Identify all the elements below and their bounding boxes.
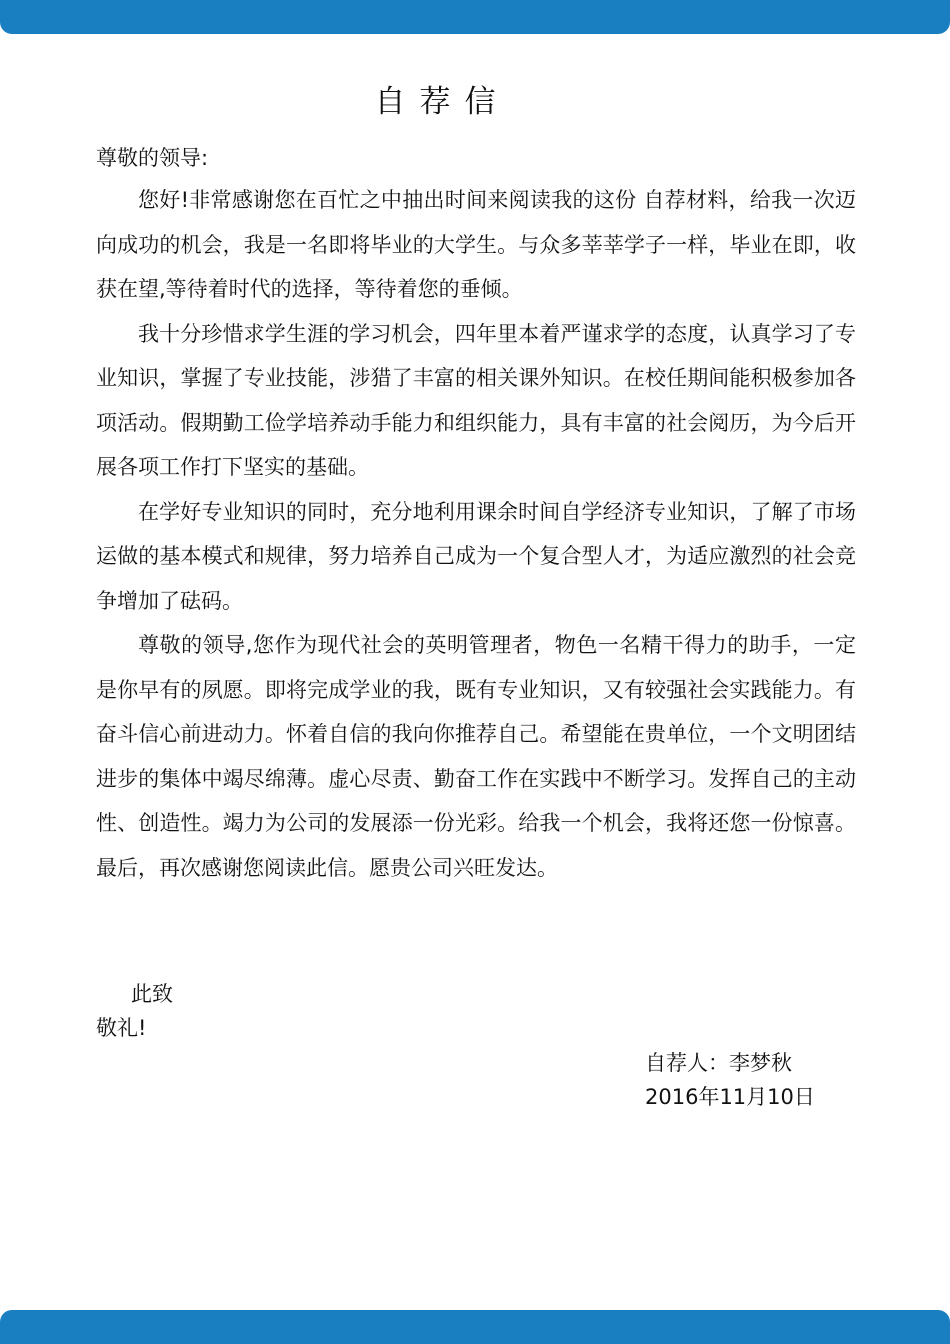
salutation: 尊敬的领导: [96,146,209,170]
top-header-bar [0,0,950,34]
paragraph-3: 在学好专业知识的同时，充分地利用课余时间自学经济专业知识，了解了市场运做的基本模式和规律，努力培养自己成为一个复合型人才，为适应激烈的社会竞争增加了砝码。 [96,499,856,613]
signer-line: 自荐人：李梦秋 [645,1051,792,1075]
date-line: 2016年11月10日 [645,1085,815,1109]
letter-body [96,178,856,890]
bottom-footer-bar [0,1310,950,1344]
closing-phrase: 此致 [131,982,173,1006]
paragraph-4: 尊敬的领导,您作为现代社会的英明管理者，物色一名精干得力的助手，一定是你早有的夙愿。即将完成学业的我，既有专业知识，又有较强社会实践能力。有奋斗信心前进动力。怀着自信的我向你推荐自己。希望能在贵单位，一个文明团结进步的集体中竭尽绵薄。虚心尽责、勤奋工作在实践中不断学习。发挥自己的主动性、创造性。竭力为公司的发展添一份光彩。给我一个机会，我将还您一份惊喜。最后，再次感谢您阅读此信。愿贵公司兴旺发达。 [96,633,856,880]
page-title: 自荐信 [374,84,510,120]
paragraph-1: 您好!非常感谢您在百忙之中抽出时间来阅读我的这份 自荐材料，给我一次迈向成功的机会，我是一名即将毕业的大学生。与众多莘莘学子一样，毕业在即，收获在望,等待着时代的选择，等待着您的垂倾。 [96,188,856,301]
closing-salute: 敬礼! [96,1016,147,1040]
paragraph-2: 我十分珍惜求学生涯的学习机会，四年里本着严谨求学的态度，认真学习了专业知识，掌握了专业技能，涉猎了丰富的相关课外知识。在校任期间能积极参加各项活动。假期勤工俭学培养动手能力和组织能力，具有丰富的社会阅历，为今后开展各项工作打下坚实的基础。 [96,321,856,479]
